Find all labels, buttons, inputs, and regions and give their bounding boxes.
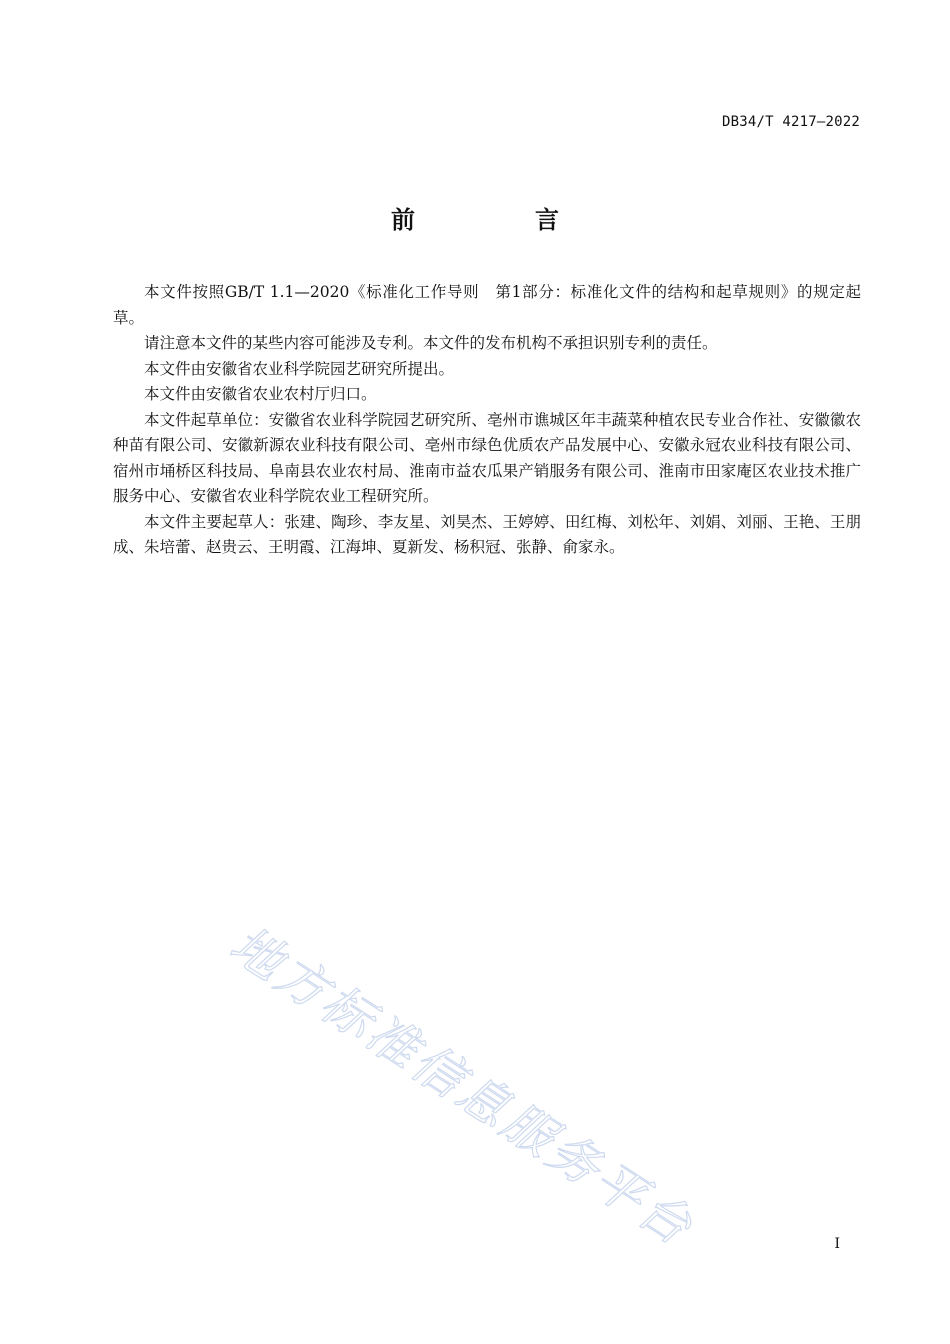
document-code: DB34/T 4217—2022	[721, 114, 860, 130]
paragraph-drafters: 本文件主要起草人：张建、陶珍、李友星、刘昊杰、王婷婷、田红梅、刘松年、刘娟、刘丽、王艳、王朋成、朱培蕾、赵贵云、王明霞、江海坤、夏新发、杨积冠、张静、俞家永。	[113, 512, 861, 556]
watermark-text: 地方标准信息服务平台	[220, 915, 705, 1258]
paragraph-proposer: 本文件由安徽省农业科学院园艺研究所提出。	[144, 359, 455, 378]
preface-body	[113, 280, 861, 561]
paragraph-drafting-rules: 本文件按照GB/T 1.1—2020《标准化工作导则 第1部分：标准化文件的结构和起草规则》的规定起草。	[113, 283, 861, 327]
page-number: I	[834, 1236, 840, 1252]
paragraph-centralized-unit: 本文件由安徽省农业农村厅归口。	[144, 385, 377, 403]
paragraph-patent-notice: 请注意本文件的某些内容可能涉及专利。本文件的发布机构不承担识别专利的责任。	[144, 334, 718, 352]
section-title: 前 言	[391, 206, 607, 234]
paragraph-drafting-units: 本文件起草单位：安徽省农业科学院园艺研究所、亳州市谯城区年丰蔬菜种植农民专业合作社、安徽徽农种苗有限公司、安徽新源农业科技有限公司、亳州市绿色优质农产品发展中心、安徽永冠农业科技有限公司、宿州市埇桥区科技局、阜南县农业农村局、淮南市益农瓜果产销服务有限公司、淮南市田家庵区农业技术推广服务中心、安徽省农业科学院农业工程研究所。	[113, 410, 861, 505]
